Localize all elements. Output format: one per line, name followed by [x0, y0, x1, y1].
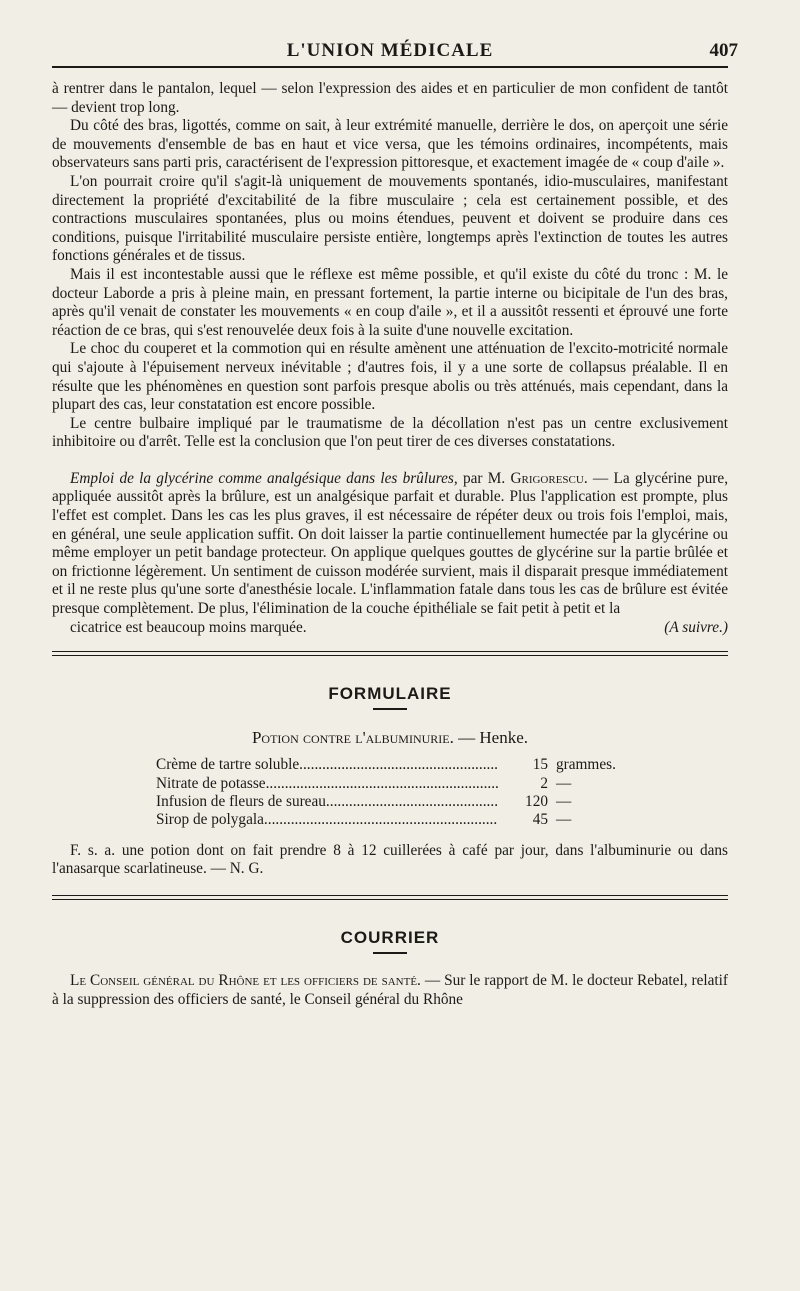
glycerine-last-line	[52, 619, 728, 638]
glycerine-by: par M.	[462, 469, 506, 487]
paragraph: Du côté des bras, ligottés, comme on sait, à leur extrémité manuelle, derrière le dos, on aperçoit une série de mouvements d'ensemble de bas en haut et vice versa, que les témoins ordinaires, incompétents, mais observateurs sans parti pris, caractérisent de l'expression pittoresque, et exactement imagée de « coup d'aile ».	[52, 117, 728, 172]
section-divider	[52, 895, 728, 900]
glycerine-title: Emploi de la glycérine comme analgésique dans les brûlures,	[70, 469, 458, 487]
courrier-title: COURRIER	[340, 928, 440, 948]
ingredient-qty: 2	[540, 774, 548, 792]
recipe-item	[156, 811, 636, 829]
glycerine-author: Grigorescu.	[510, 469, 588, 487]
paragraph: Le centre bulbaire impliqué par le traumatisme de la décollation n'est pas un centre exclusivement inhibitoire ou d'arrêt. Telle est la conclusion que l'on peut tirer de ces diverses constatations.	[52, 414, 728, 451]
leader-dots	[266, 775, 498, 793]
header-rule	[52, 66, 728, 68]
recipe-item	[156, 756, 636, 774]
formulaire-title: FORMULAIRE	[328, 684, 452, 704]
paragraph: Le choc du couperet et la commotion qui en résulte amènent une atténuation de l'excito-motricité normale qui s'ajoute à l'épuisement nerveux inévitable ; d'autres fois, il y a une sorte de collapsus préalable. Il en résulte que les phénomènes en question sont parfois presque abolis ou très atténués, mais cependant, dans la plupart des cas, leur constatation est encore possible.	[52, 340, 728, 414]
ingredient-name: Crème de tartre soluble	[156, 756, 300, 774]
leader-dots	[299, 756, 498, 774]
article-body	[52, 80, 728, 637]
glycerine-text: — La glycérine pure, appliquée aussitôt après la brûlure, est un analgésique parfait et durable. Plus l'application est prompte, plus l'effet est complet. Dans les cas les plus graves, il est nécessaire de répéter deux ou trois fois l'emploi, mais, en général, une seule application suffit. On doit laisser la partie continuellement humectée par la glycérine ou même employer un petit bandage protecteur. On applique quelques gouttes de glycérine sur la partie brûlée et on frictionne légèrement. Un sentiment de cuisson modérée survient, mais il disparait presque immédiatement et il ne reste plus qu'une sorte d'anesthésie locale. L'inflammation fatale dans tous les cas de brûlure est évitée presque complètement. De plus, l'élimination de la couche épithéliale se fait petit à petit et la	[52, 469, 729, 618]
title-underline	[373, 708, 407, 710]
title-underline	[373, 952, 407, 954]
ingredient-name: Nitrate de potasse	[156, 774, 266, 792]
section-divider	[52, 651, 728, 656]
ingredient-unit: —	[556, 793, 572, 811]
page-header	[52, 30, 738, 64]
glycerine-last-text: cicatrice est beaucoup moins marquée.	[70, 618, 307, 636]
journal-title: L'UNION MÉDICALE	[286, 40, 494, 61]
ingredient-unit: grammes.	[556, 756, 616, 774]
ingredient-name: Sirop de polygala	[156, 811, 264, 829]
courrier-lead: Le Conseil général du Rhône et les officiers de santé.	[70, 972, 421, 990]
page-number: 407	[709, 40, 738, 61]
glycerine-paragraph	[52, 470, 728, 619]
paragraph: L'on pourrait croire qu'il s'agit-là uniquement de mouvements spontanés, idio-musculaires, manifestant directement la propriété d'excitabilité de la fibre musculaire ; cela est certainement possible, et des contractions musculaires spontanées, plus ou moins étendues, peuvent et doivent se produire dans ces conditions, puisque l'irritabilité musculaire persiste entière, longtemps après l'extinction de toutes les autres fonctions générales et de tissus.	[52, 172, 728, 265]
potion-author: — Henke.	[458, 728, 529, 748]
recipe-list	[156, 756, 636, 830]
recipe-item	[156, 793, 636, 811]
leader-dots	[326, 793, 498, 811]
ingredient-name: Infusion de fleurs de sureau	[156, 793, 326, 811]
ingredient-qty: 120	[525, 793, 548, 811]
potion-title	[52, 728, 728, 748]
continued-note: (A suivre.)	[664, 618, 728, 636]
ingredient-unit: —	[556, 774, 572, 792]
courrier-text: — Sur le rapport de M. le docteur Rebatel, relatif à la suppression des officiers de santé, le Conseil général du Rhône	[52, 972, 729, 1008]
formulaire-instructions: F. s. a. une potion dont on fait prendre 8 à 12 cuillerées à café par jour, dans l'albuminurie ou dans l'anasarque scarlatineuse. — N. G.	[52, 841, 728, 878]
paragraph: à rentrer dans le pantalon, lequel — selon l'expression des aides et en particulier de mon confident de tantôt — devient trop long.	[52, 80, 728, 116]
courrier-paragraph	[52, 972, 728, 1009]
leader-dots	[264, 811, 498, 829]
ingredient-qty: 15	[532, 756, 548, 774]
paragraph: Mais il est incontestable aussi que le réflexe est même possible, et qu'il existe du côté du tronc : M. le docteur Laborde a pris à pleine main, en pressant fortement, la partie interne ou bicipitale de l'un des bras, après qu'il venait de constater les mouvements « en coup d'aile », et il a aussitôt ressenti et éprouvé une forte réaction de ce bras, qui s'est renouvelée deux fois à la suite d'une nouvelle excitation.	[52, 265, 728, 339]
ingredient-qty: 45	[532, 811, 548, 829]
potion-name: Potion contre l'albuminurie.	[251, 728, 454, 748]
ingredient-unit: —	[556, 811, 572, 829]
recipe-item	[156, 775, 636, 793]
